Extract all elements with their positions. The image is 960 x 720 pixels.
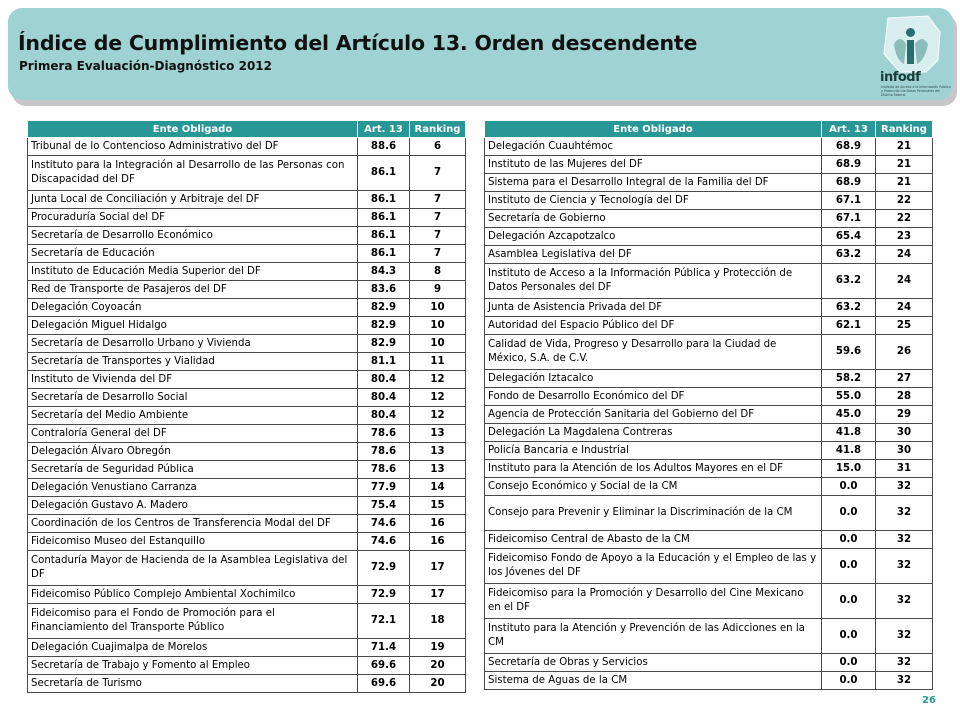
cell-art-13: 72.9 xyxy=(358,586,410,604)
cell-ranking: 31 xyxy=(876,460,933,478)
cell-ente-obligado: Fideicomiso Central de Abasto de la CM xyxy=(485,531,822,549)
cell-ente-obligado: Red de Transporte de Pasajeros del DF xyxy=(28,281,358,299)
table-row xyxy=(485,424,933,442)
table-row xyxy=(28,191,466,209)
cell-ente-obligado: Coordinación de los Centros de Transferencia Modal del DF xyxy=(28,515,358,533)
cell-ente-obligado: Instituto de Educación Media Superior del DF xyxy=(28,263,358,281)
page-title: Índice de Cumplimiento del Artículo 13. Orden descendente xyxy=(18,31,698,55)
cell-ente-obligado: Calidad de Vida, Progreso y Desarrollo para la Ciudad de México, S.A. de C.V. xyxy=(485,335,822,370)
cell-ranking: 32 xyxy=(876,672,933,690)
cell-ranking: 14 xyxy=(410,479,466,497)
cell-ente-obligado: Procuraduría Social del DF xyxy=(28,209,358,227)
table-row xyxy=(485,388,933,406)
cell-ranking: 20 xyxy=(410,657,466,675)
cell-art-13: 0.0 xyxy=(822,672,876,690)
cell-art-13: 67.1 xyxy=(822,210,876,228)
cell-ente-obligado: Consejo para Prevenir y Eliminar la Discriminación de la CM xyxy=(485,496,822,531)
cell-ranking: 24 xyxy=(876,299,933,317)
cell-art-13: 41.8 xyxy=(822,442,876,460)
table-row xyxy=(28,461,466,479)
table-row xyxy=(485,335,933,370)
cell-ente-obligado: Fideicomiso Museo del Estanquillo xyxy=(28,533,358,551)
cell-ranking: 25 xyxy=(876,317,933,335)
cell-ente-obligado: Instituto de Acceso a la Información Pública y Protección de Datos Personales del DF xyxy=(485,264,822,299)
table-row xyxy=(28,371,466,389)
cell-art-13: 77.9 xyxy=(358,479,410,497)
cell-ente-obligado: Secretaría de Transportes y Vialidad xyxy=(28,353,358,371)
cell-ente-obligado: Secretaría del Medio Ambiente xyxy=(28,407,358,425)
cell-ente-obligado: Secretaría de Trabajo y Fomento al Empleo xyxy=(28,657,358,675)
table-row xyxy=(28,389,466,407)
cell-ranking: 10 xyxy=(410,317,466,335)
page-subtitle: Primera Evaluación-Diagnóstico 2012 xyxy=(19,59,273,73)
cell-ente-obligado: Delegación Coyoacán xyxy=(28,299,358,317)
cell-art-13: 80.4 xyxy=(358,371,410,389)
cell-ranking: 6 xyxy=(410,138,466,156)
cell-ente-obligado: Delegación Cuauhtémoc xyxy=(485,138,822,156)
cell-art-13: 84.3 xyxy=(358,263,410,281)
cell-ranking: 10 xyxy=(410,299,466,317)
cell-ente-obligado: Junta de Asistencia Privada del DF xyxy=(485,299,822,317)
cell-ranking: 12 xyxy=(410,389,466,407)
cell-art-13: 0.0 xyxy=(822,531,876,549)
table-header-row xyxy=(485,121,933,138)
cell-art-13: 86.1 xyxy=(358,245,410,263)
cell-ente-obligado: Delegación Azcapotzalco xyxy=(485,228,822,246)
cell-ranking: 21 xyxy=(876,138,933,156)
table-row xyxy=(485,406,933,424)
table-row xyxy=(485,299,933,317)
table-row xyxy=(28,138,466,156)
cell-ente-obligado: Fideicomiso Fondo de Apoyo a la Educación y el Empleo de las y los Jóvenes del DF xyxy=(485,549,822,584)
cell-ente-obligado: Secretaría de Gobierno xyxy=(485,210,822,228)
table-row xyxy=(485,549,933,584)
cell-ente-obligado: Contraloría General del DF xyxy=(28,425,358,443)
cell-art-13: 0.0 xyxy=(822,584,876,619)
ranking-table-right xyxy=(484,120,933,690)
cell-ranking: 32 xyxy=(876,654,933,672)
cell-ente-obligado: Tribunal de lo Contencioso Administrativo del DF xyxy=(28,138,358,156)
cell-art-13: 86.1 xyxy=(358,191,410,209)
cell-ranking: 24 xyxy=(876,246,933,264)
cell-ente-obligado: Secretaría de Turismo xyxy=(28,675,358,693)
cell-ranking: 24 xyxy=(876,264,933,299)
ranking-table-left xyxy=(27,120,466,693)
cell-ranking: 8 xyxy=(410,263,466,281)
table-row xyxy=(485,192,933,210)
table-row xyxy=(485,138,933,156)
cell-art-13: 63.2 xyxy=(822,264,876,299)
table-row xyxy=(28,425,466,443)
table-header-row xyxy=(28,121,466,138)
cell-art-13: 69.6 xyxy=(358,657,410,675)
cell-ente-obligado: Secretaría de Desarrollo Social xyxy=(28,389,358,407)
cell-ranking: 27 xyxy=(876,370,933,388)
cell-ranking: 30 xyxy=(876,424,933,442)
cell-art-13: 78.6 xyxy=(358,461,410,479)
cell-ente-obligado: Instituto para la Atención de los Adultos Mayores en el DF xyxy=(485,460,822,478)
cell-art-13: 86.1 xyxy=(358,209,410,227)
cell-ranking: 15 xyxy=(410,497,466,515)
cell-art-13: 68.9 xyxy=(822,156,876,174)
cell-ranking: 11 xyxy=(410,353,466,371)
cell-ranking: 26 xyxy=(876,335,933,370)
table-row xyxy=(28,639,466,657)
cell-art-13: 74.6 xyxy=(358,515,410,533)
cell-ente-obligado: Instituto para la Atención y Prevención de las Adicciones en la CM xyxy=(485,619,822,654)
logo-wordmark: infodf xyxy=(880,70,921,85)
cell-art-13: 41.8 xyxy=(822,424,876,442)
table-row xyxy=(28,407,466,425)
cell-ranking: 9 xyxy=(410,281,466,299)
cell-ranking: 32 xyxy=(876,549,933,584)
table-row xyxy=(28,245,466,263)
cell-art-13: 74.6 xyxy=(358,533,410,551)
table-row xyxy=(485,460,933,478)
cell-ente-obligado: Secretaría de Desarrollo Urbano y Vivienda xyxy=(28,335,358,353)
table-row xyxy=(28,515,466,533)
cell-ranking: 28 xyxy=(876,388,933,406)
table-row xyxy=(485,531,933,549)
cell-art-13: 78.6 xyxy=(358,443,410,461)
table-row xyxy=(485,584,933,619)
cell-art-13: 0.0 xyxy=(822,549,876,584)
cell-ranking: 17 xyxy=(410,551,466,586)
cell-ranking: 7 xyxy=(410,227,466,245)
cell-ente-obligado: Instituto de Ciencia y Tecnología del DF xyxy=(485,192,822,210)
table-row xyxy=(28,657,466,675)
cell-art-13: 80.4 xyxy=(358,407,410,425)
cell-ranking: 19 xyxy=(410,639,466,657)
cell-art-13: 55.0 xyxy=(822,388,876,406)
cell-ente-obligado: Fondo de Desarrollo Económico del DF xyxy=(485,388,822,406)
table-row xyxy=(28,479,466,497)
header-art-13: Art. 13 xyxy=(822,121,876,138)
table-row xyxy=(28,156,466,191)
cell-ranking: 22 xyxy=(876,192,933,210)
cell-ranking: 13 xyxy=(410,425,466,443)
table-row xyxy=(485,174,933,192)
table-row xyxy=(28,281,466,299)
table-row xyxy=(28,227,466,245)
cell-ente-obligado: Secretaría de Seguridad Pública xyxy=(28,461,358,479)
cell-ranking: 17 xyxy=(410,586,466,604)
table-row xyxy=(485,156,933,174)
cell-art-13: 86.1 xyxy=(358,227,410,245)
cell-ente-obligado: Delegación Iztacalco xyxy=(485,370,822,388)
cell-ente-obligado: Fideicomiso para la Promoción y Desarrollo del Cine Mexicano en el DF xyxy=(485,584,822,619)
cell-art-13: 82.9 xyxy=(358,299,410,317)
cell-ente-obligado: Asamblea Legislativa del DF xyxy=(485,246,822,264)
cell-art-13: 0.0 xyxy=(822,654,876,672)
cell-ranking: 18 xyxy=(410,604,466,639)
cell-ranking: 32 xyxy=(876,496,933,531)
cell-ente-obligado: Junta Local de Conciliación y Arbitraje del DF xyxy=(28,191,358,209)
cell-ente-obligado: Delegación La Magdalena Contreras xyxy=(485,424,822,442)
cell-ranking: 13 xyxy=(410,443,466,461)
cell-ente-obligado: Secretaría de Educación xyxy=(28,245,358,263)
cell-ente-obligado: Sistema de Aguas de la CM xyxy=(485,672,822,690)
cell-art-13: 65.4 xyxy=(822,228,876,246)
cell-ente-obligado: Instituto de Vivienda del DF xyxy=(28,371,358,389)
cell-ranking: 16 xyxy=(410,533,466,551)
cell-ranking: 12 xyxy=(410,407,466,425)
cell-ranking: 10 xyxy=(410,335,466,353)
cell-art-13: 80.4 xyxy=(358,389,410,407)
cell-art-13: 68.9 xyxy=(822,174,876,192)
table-row xyxy=(28,353,466,371)
cell-ente-obligado: Delegación Álvaro Obregón xyxy=(28,443,358,461)
table-row xyxy=(485,264,933,299)
cell-ranking: 23 xyxy=(876,228,933,246)
table-row xyxy=(485,478,933,496)
table-row xyxy=(28,335,466,353)
cell-ente-obligado: Secretaría de Desarrollo Económico xyxy=(28,227,358,245)
table-row xyxy=(28,604,466,639)
cell-art-13: 45.0 xyxy=(822,406,876,424)
cell-ente-obligado: Delegación Venustiano Carranza xyxy=(28,479,358,497)
cell-ranking: 12 xyxy=(410,371,466,389)
table-row xyxy=(28,263,466,281)
table-row xyxy=(28,533,466,551)
cell-ranking: 22 xyxy=(876,210,933,228)
cell-art-13: 63.2 xyxy=(822,299,876,317)
cell-ranking: 7 xyxy=(410,191,466,209)
cell-art-13: 81.1 xyxy=(358,353,410,371)
cell-art-13: 86.1 xyxy=(358,156,410,191)
cell-art-13: 82.9 xyxy=(358,335,410,353)
logo-subtext: Instituto de Acceso a la Información Pública y Protección de Datos Personales del Distrito Federal xyxy=(881,85,951,97)
header-ente-obligado: Ente Obligado xyxy=(28,121,358,138)
cell-art-13: 63.2 xyxy=(822,246,876,264)
cell-art-13: 15.0 xyxy=(822,460,876,478)
cell-ranking: 7 xyxy=(410,209,466,227)
cell-ranking: 29 xyxy=(876,406,933,424)
cell-ente-obligado: Consejo Económico y Social de la CM xyxy=(485,478,822,496)
cell-ente-obligado: Fideicomiso Público Complejo Ambiental Xochimilco xyxy=(28,586,358,604)
cell-ranking: 32 xyxy=(876,478,933,496)
table-row xyxy=(485,619,933,654)
cell-art-13: 71.4 xyxy=(358,639,410,657)
table-row xyxy=(28,209,466,227)
cell-ente-obligado: Delegación Miguel Hidalgo xyxy=(28,317,358,335)
cell-ente-obligado: Autoridad del Espacio Público del DF xyxy=(485,317,822,335)
table-row xyxy=(485,654,933,672)
header-ranking: Ranking xyxy=(410,121,466,138)
cell-ranking: 16 xyxy=(410,515,466,533)
cell-ente-obligado: Sistema para el Desarrollo Integral de la Familia del DF xyxy=(485,174,822,192)
cell-ranking: 13 xyxy=(410,461,466,479)
table-row xyxy=(28,497,466,515)
table-row xyxy=(485,228,933,246)
cell-ente-obligado: Contaduría Mayor de Hacienda de la Asamblea Legislativa del DF xyxy=(28,551,358,586)
cell-art-13: 62.1 xyxy=(822,317,876,335)
cell-ranking: 7 xyxy=(410,245,466,263)
table-row xyxy=(28,551,466,586)
header-ente-obligado: Ente Obligado xyxy=(485,121,822,138)
table-row xyxy=(485,370,933,388)
table-row xyxy=(28,675,466,693)
table-row xyxy=(485,442,933,460)
table-row xyxy=(485,246,933,264)
cell-ranking: 20 xyxy=(410,675,466,693)
header-ranking: Ranking xyxy=(876,121,933,138)
table-row xyxy=(485,317,933,335)
cell-art-13: 69.6 xyxy=(358,675,410,693)
cell-ranking: 32 xyxy=(876,619,933,654)
cell-art-13: 83.6 xyxy=(358,281,410,299)
cell-art-13: 0.0 xyxy=(822,496,876,531)
cell-ente-obligado: Instituto para la Integración al Desarrollo de las Personas con Discapacidad del DF xyxy=(28,156,358,191)
cell-art-13: 72.1 xyxy=(358,604,410,639)
cell-ente-obligado: Agencia de Protección Sanitaria del Gobierno del DF xyxy=(485,406,822,424)
table-row xyxy=(485,672,933,690)
table-row xyxy=(28,299,466,317)
cell-ranking: 32 xyxy=(876,584,933,619)
cell-art-13: 67.1 xyxy=(822,192,876,210)
cell-art-13: 75.4 xyxy=(358,497,410,515)
cell-art-13: 58.2 xyxy=(822,370,876,388)
cell-art-13: 72.9 xyxy=(358,551,410,586)
cell-art-13: 82.9 xyxy=(358,317,410,335)
cell-art-13: 68.9 xyxy=(822,138,876,156)
cell-ranking: 7 xyxy=(410,156,466,191)
cell-ente-obligado: Delegación Gustavo A. Madero xyxy=(28,497,358,515)
cell-ranking: 32 xyxy=(876,531,933,549)
table-row xyxy=(28,317,466,335)
cell-art-13: 0.0 xyxy=(822,478,876,496)
cell-ente-obligado: Fideicomiso para el Fondo de Promoción para el Financiamiento del Transporte Público xyxy=(28,604,358,639)
cell-art-13: 88.6 xyxy=(358,138,410,156)
header-art-13: Art. 13 xyxy=(358,121,410,138)
cell-art-13: 59.6 xyxy=(822,335,876,370)
table-row xyxy=(485,210,933,228)
cell-ente-obligado: Instituto de las Mujeres del DF xyxy=(485,156,822,174)
cell-ranking: 21 xyxy=(876,156,933,174)
table-row xyxy=(28,586,466,604)
cell-ente-obligado: Secretaría de Obras y Servicios xyxy=(485,654,822,672)
cell-ranking: 21 xyxy=(876,174,933,192)
page-number: 26 xyxy=(922,695,936,706)
table-row xyxy=(28,443,466,461)
cell-ente-obligado: Policía Bancaria e Industrial xyxy=(485,442,822,460)
cell-art-13: 78.6 xyxy=(358,425,410,443)
cell-ente-obligado: Delegación Cuajimalpa de Morelos xyxy=(28,639,358,657)
cell-ranking: 30 xyxy=(876,442,933,460)
table-row xyxy=(485,496,933,531)
cell-art-13: 0.0 xyxy=(822,619,876,654)
